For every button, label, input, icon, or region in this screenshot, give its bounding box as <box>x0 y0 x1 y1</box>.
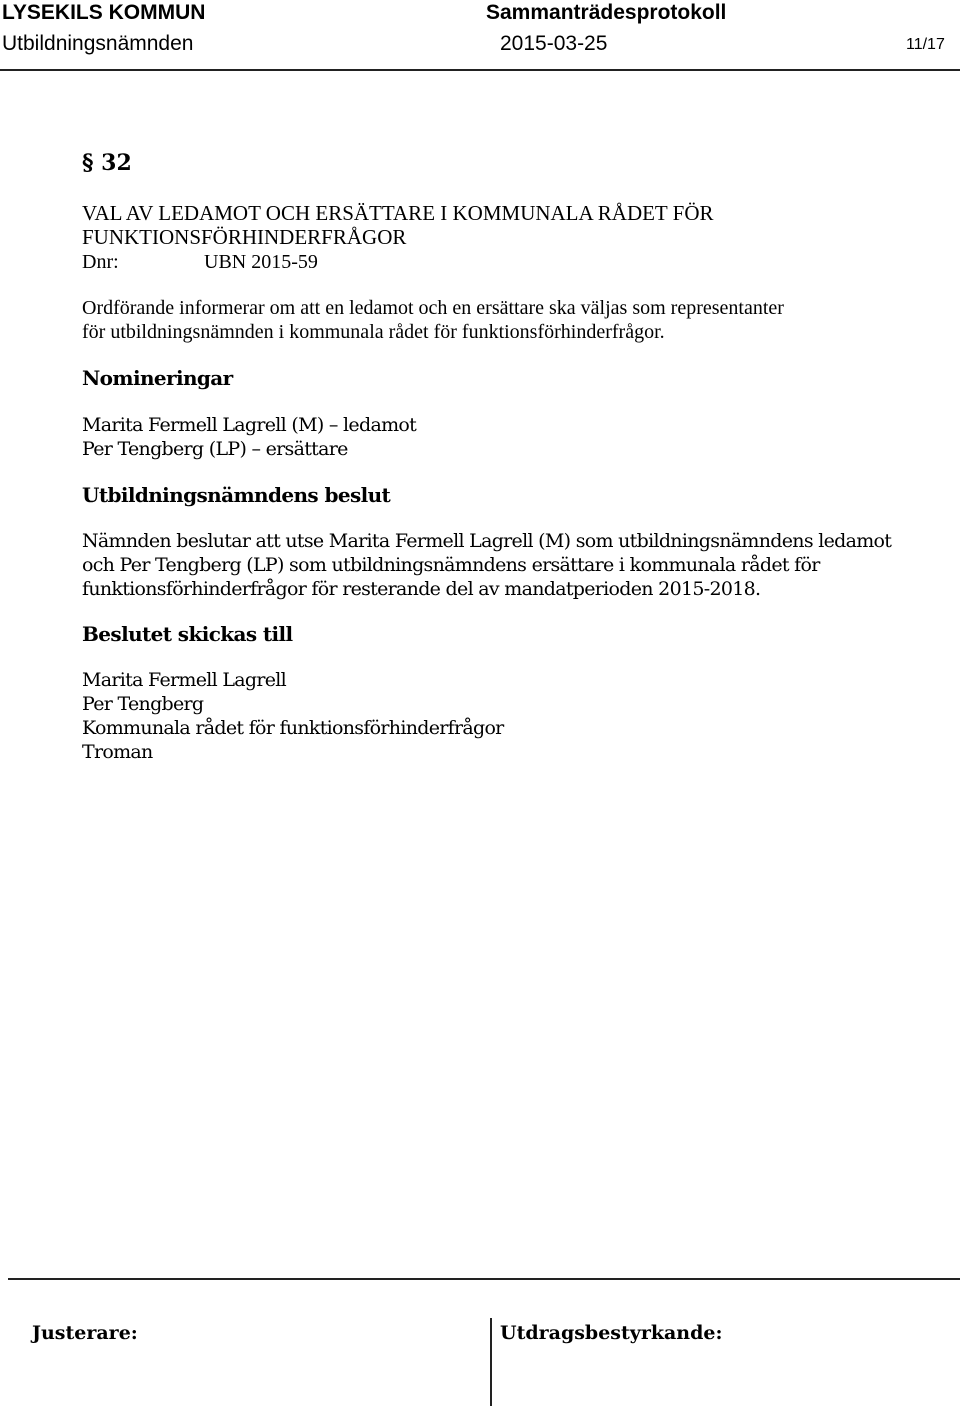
intro-paragraph <box>82 296 784 344</box>
decision-line: och Per Tengberg (LP) som utbildningsnämndens ersättare i kommunala rådet för <box>82 554 820 576</box>
dnr-value: UBN 2015-59 <box>204 251 318 273</box>
recipient-list <box>82 668 504 764</box>
committee-name: Utbildningsnämnden <box>2 32 194 55</box>
decision-line: Nämnden beslutar att utse Marita Fermell Lagrell (M) som utbildningsnämndens ledamot <box>82 530 892 552</box>
header-divider <box>0 69 960 71</box>
decision-heading: Utbildningsnämndens beslut <box>82 483 391 507</box>
nomination-item: Per Tengberg (LP) – ersättare <box>82 438 348 460</box>
adjuster-label: Justerare: <box>32 1322 138 1344</box>
sent-to-heading: Beslutet skickas till <box>82 622 293 646</box>
footer-divider <box>8 1278 960 1280</box>
intro-line: Ordförande informerar om att en ledamot och en ersättare ska väljas som representanter <box>82 297 784 319</box>
section-number: § 32 <box>82 150 132 176</box>
certifier-label: Utdragsbestyrkande: <box>500 1322 723 1344</box>
intro-line: för utbildningsnämnden i kommunala rådet för funktionsförhinderfrågor. <box>82 321 665 343</box>
nomination-item: Marita Fermell Lagrell (M) – ledamot <box>82 414 417 436</box>
recipient-item: Troman <box>82 741 153 763</box>
recipient-item: Kommunala rådet för funktionsförhinderfrågor <box>82 717 504 739</box>
decision-line: funktionsförhinderfrågor för resterande del av mandatperioden 2015-2018. <box>82 578 761 600</box>
footer-column-divider <box>490 1318 492 1406</box>
dnr-label: Dnr: <box>82 251 119 273</box>
recipient-item: Per Tengberg <box>82 693 204 715</box>
page-number: 11/17 <box>906 36 945 53</box>
document-type: Sammanträdesprotokoll <box>486 1 727 24</box>
organization-name: LYSEKILS KOMMUN <box>2 1 206 24</box>
nominations-heading: Nomineringar <box>82 366 233 390</box>
recipient-item: Marita Fermell Lagrell <box>82 669 287 691</box>
decision-paragraph <box>82 529 891 601</box>
section-title-line: FUNKTIONSFÖRHINDERFRÅGOR <box>82 225 407 249</box>
meeting-date: 2015-03-25 <box>500 32 608 55</box>
nominations-list <box>82 413 416 461</box>
section-title-line: VAL AV LEDAMOT OCH ERSÄTTARE I KOMMUNALA RÅDET FÖR <box>82 201 714 225</box>
